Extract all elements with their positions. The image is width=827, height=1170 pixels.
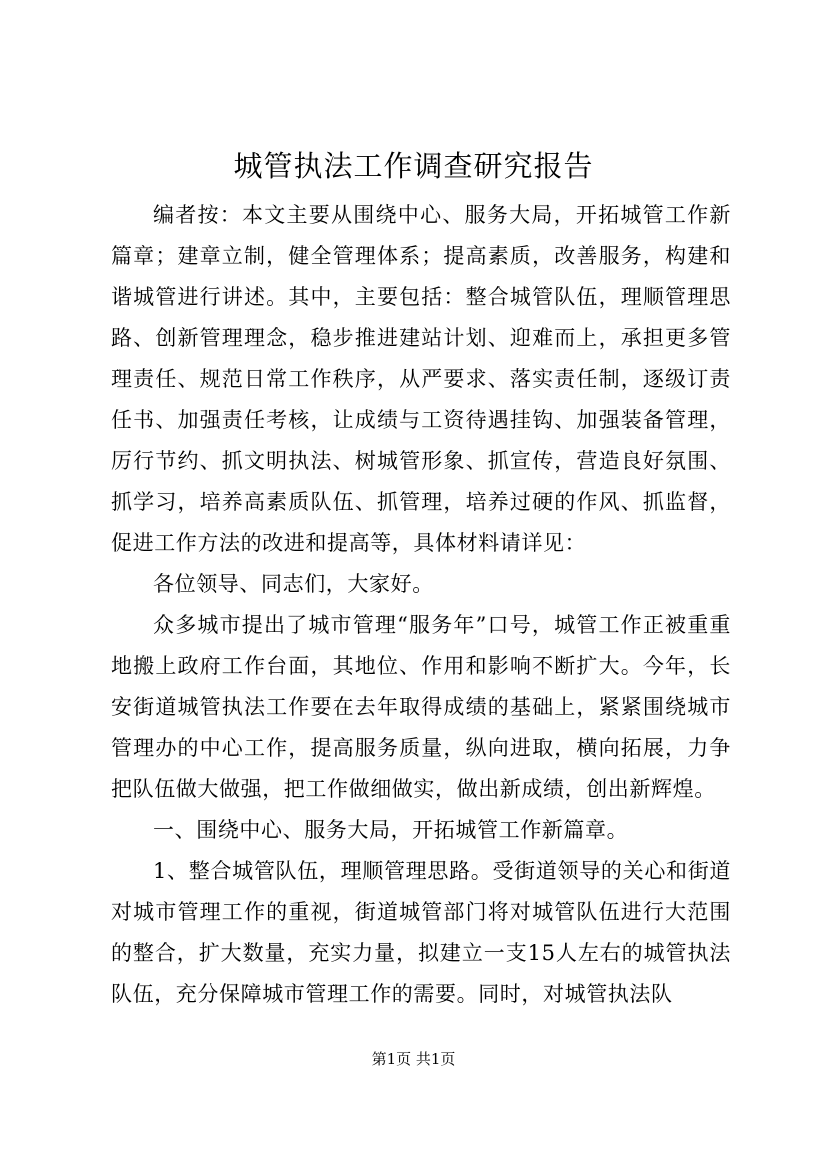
page-footer: 第1页 共1页 bbox=[371, 1050, 456, 1068]
section-heading-1: 一、围绕中心、服务大局，开拓城管工作新篇章。 bbox=[153, 818, 629, 842]
paragraph-intro: 众多城市提出了城市管理“服务年”口号，城管工作正被重重地搬上政府工作台面，其地位、作用和影响不断扩大。今年，长安街道城管执法工作要在去年取得成绩的基础上，紧紧围绕城市管理办的中心工作，提高服务质量，纵向进取，横向拓展，力争把队伍做大做强，把工作做细做实，做出新成绩，创出新辉煌。 bbox=[111, 613, 731, 801]
paragraph-editor-note: 编者按：本文主要从围绕中心、服务大局，开拓城管工作新篇章；建章立制，健全管理体系；提高素质，改善服务，构建和谐城管进行讲述。其中，主要包括：整合城管队伍，理顺管理思路、创新管理理念，稳步推进建站计划、迎难而上，承担更多管理责任、规范日常工作秩序，从严要求、落实责任制，逐级订责任书、加强责任考核，让成绩与工资待遇挂钩、加强装备管理，厉行节约、抓文明执法、树城管形象、抓宣传，营造良好氛围、抓学习，培养高素质队伍、抓管理，培养过硬的作风、抓监督，促进工作方法的改进和提高等，具体材料请详见： bbox=[111, 203, 731, 555]
paragraph-section-1-item-1: 1、整合城管队伍，理顺管理思路。受街道领导的关心和街道对城市管理工作的重视，街道城管部门将对城管队伍进行大范围的整合，扩大数量，充实力量，拟建立一支15人左右的城管执法队伍，充分保障城市管理工作的需要。同时，对城管执法队 bbox=[111, 859, 731, 1006]
paragraph-greeting: 各位领导、同志们，大家好。 bbox=[153, 572, 434, 596]
document-body bbox=[111, 195, 731, 1015]
document-title: 城管执法工作调查研究报告 bbox=[233, 149, 594, 183]
